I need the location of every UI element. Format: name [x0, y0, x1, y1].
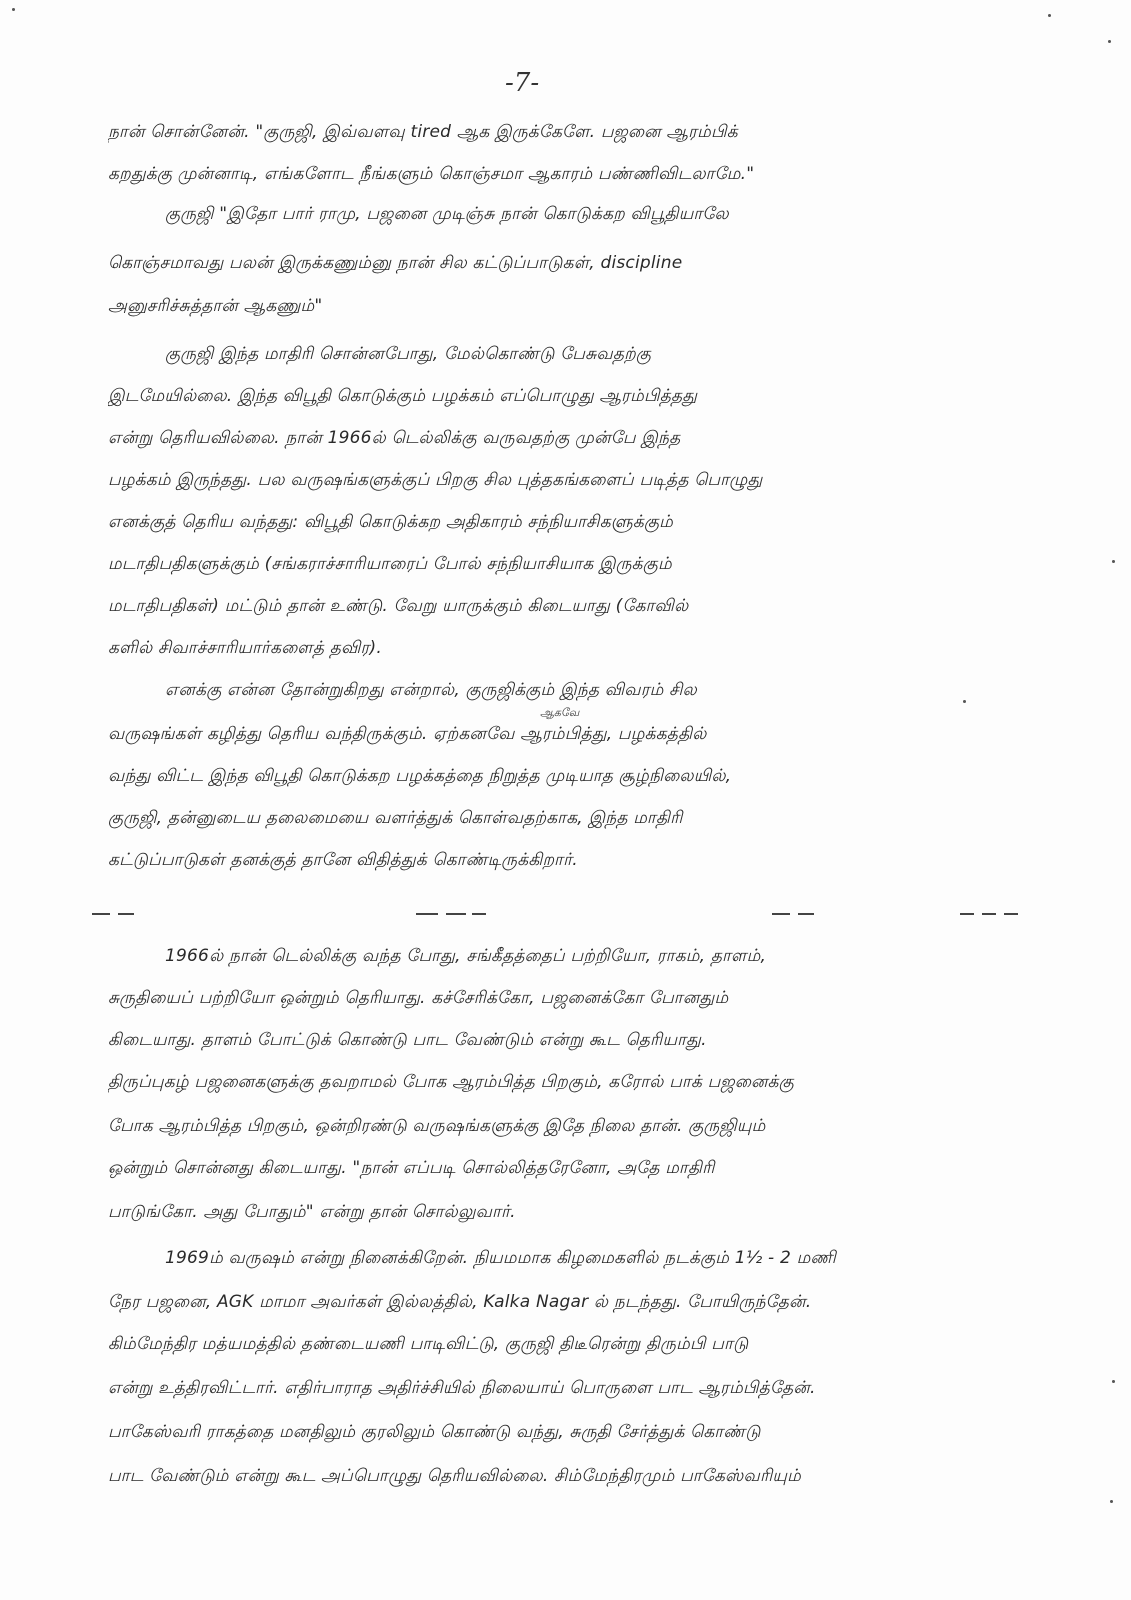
text-line: குருஜி இந்த மாதிரி சொன்னபோது, மேல்கொண்டு பேசுவதற்கு	[165, 344, 652, 364]
page-number: -7-	[505, 68, 540, 98]
text-line: கிம்மேந்திர மத்யமத்தில் தண்டையணி பாடிவிட்டு, குருஜி திடீரென்று திரும்பி பாடு	[108, 1334, 749, 1354]
separator-dash	[118, 913, 134, 915]
text-line: பாட வேண்டும் என்று கூட அப்பொழுது தெரியவில்லை. சிம்மேந்திரமும் பாகேஸ்வரியும்	[108, 1466, 802, 1486]
text-line: குருஜி "இதோ பார் ராமு, பஜனை முடிஞ்சு நான் கொடுக்கற விபூதியாலே	[165, 204, 729, 224]
superscript-note: ஆகவே	[540, 706, 580, 719]
scan-speck	[1112, 560, 1115, 563]
text-line: கிடையாது. தாளம் போட்டுக் கொண்டு பாட வேண்டும் என்று கூட தெரியாது.	[108, 1030, 707, 1050]
text-line: எனக்கு என்ன தோன்றுகிறது என்றால், குருஜிக்கும் இந்த விவரம் சில	[165, 680, 697, 700]
text-line: போக ஆரம்பித்த பிறகும், ஒன்றிரண்டு வருஷங்களுக்கு இதே நிலை தான். குருஜியும்	[108, 1116, 766, 1136]
separator-dash	[1004, 913, 1018, 915]
text-line: வருஷங்கள் கழித்து தெரிய வந்திருக்கும். ஏற்கனவே ஆரம்பித்து, பழக்கத்தில்	[108, 724, 707, 744]
text-line: என்று தெரியவில்லை. நான் 1966ல் டெல்லிக்கு வருவதற்கு முன்பே இந்த	[108, 428, 681, 448]
text-line: அனுசரிச்சுத்தான் ஆகணும்"	[108, 296, 323, 316]
separator-dash	[982, 913, 996, 915]
text-line: 1969ம் வருஷம் என்று நினைக்கிறேன். நியமமாக கிழமைகளில் நடக்கும் 1½ - 2 மணி	[165, 1248, 836, 1268]
separator-dash	[772, 913, 790, 915]
separator-dash	[446, 913, 466, 915]
text-line: மடாதிபதிகளுக்கும் (சங்கராச்சாரியாரைப் போல் சந்நியாசியாக இருக்கும்	[108, 554, 672, 574]
text-line: கொஞ்சமாவது பலன் இருக்கணும்னு நான் சில கட்டுப்பாடுகள், discipline	[108, 253, 683, 273]
scan-speck	[1048, 14, 1051, 17]
text-line: கறதுக்கு முன்னாடி, எங்களோட நீங்களும் கொஞ்சமா ஆகாரம் பண்ணிவிடலாமே."	[108, 164, 755, 184]
scan-speck	[1108, 40, 1111, 43]
scan-speck	[963, 700, 966, 703]
text-line: திருப்புகழ் பஜனைகளுக்கு தவறாமல் போக ஆரம்பித்த பிறகும், கரோல் பாக் பஜனைக்கு	[108, 1072, 794, 1092]
text-line: இடமேயில்லை. இந்த விபூதி கொடுக்கும் பழக்கம் எப்பொழுது ஆரம்பித்தது	[108, 386, 698, 406]
text-line: மடாதிபதிகள்) மட்டும் தான் உண்டு. வேறு யாருக்கும் கிடையாது (கோவில்	[108, 596, 689, 616]
text-line: நான் சொன்னேன். "குருஜி, இவ்வளவு tired ஆக இருக்கேளே. பஜனை ஆரம்பிக்	[108, 122, 738, 142]
separator-dash	[798, 913, 814, 915]
text-line: என்று உத்திரவிட்டார். எதிர்பாராத அதிர்ச்சியில் நிலையாய் பொருளை பாட ஆரம்பித்தேன்.	[108, 1378, 816, 1398]
text-line: பாடுங்கோ. அது போதும்" என்று தான் சொல்லுவார்.	[108, 1202, 516, 1222]
text-line: ஒன்றும் சொன்னது கிடையாது. "நான் எப்படி சொல்லித்தரேனோ, அதே மாதிரி	[108, 1158, 715, 1178]
text-line: குருஜி, தன்னுடைய தலைமையை வளர்த்துக் கொள்வதற்காக, இந்த மாதிரி	[108, 808, 683, 828]
separator-dash	[960, 913, 974, 915]
text-line: நேர பஜனை, AGK மாமா அவர்கள் இல்லத்தில், Kalka Nagar ல் நடந்தது. போயிருந்தேன்.	[108, 1292, 812, 1312]
text-line: சுருதியைப் பற்றியோ ஒன்றும் தெரியாது. கச்சேரிக்கோ, பஜனைக்கோ போனதும்	[108, 988, 729, 1008]
scan-speck	[1110, 1500, 1113, 1503]
scan-speck	[1112, 1380, 1115, 1383]
text-line: கட்டுப்பாடுகள் தனக்குத் தானே விதித்துக் கொண்டிருக்கிறார்.	[108, 850, 578, 870]
text-line: 1966ல் நான் டெல்லிக்கு வந்த போது, சங்கீதத்தைப் பற்றியோ, ராகம், தாளம்,	[165, 946, 767, 966]
text-line: பாகேஸ்வரி ராகத்தை மனதிலும் குரலிலும் கொண்டு வந்து, சுருதி சேர்த்துக் கொண்டு	[108, 1422, 761, 1442]
text-line: களில் சிவாச்சாரியார்களைத் தவிர).	[108, 638, 382, 658]
separator-dash	[92, 913, 110, 915]
text-line: வந்து விட்ட இந்த விபூதி கொடுக்கற பழக்கத்தை நிறுத்த முடியாத சூழ்நிலையில்,	[108, 766, 732, 786]
separator-dash	[416, 913, 438, 915]
scan-speck	[12, 8, 15, 11]
separator-dash	[472, 913, 486, 915]
text-line: பழக்கம் இருந்தது. பல வருஷங்களுக்குப் பிறகு சில புத்தகங்களைப் படித்த பொழுது	[108, 470, 763, 490]
text-line: எனக்குத் தெரிய வந்தது: விபூதி கொடுக்கற அதிகாரம் சந்நியாசிகளுக்கும்	[108, 512, 674, 532]
